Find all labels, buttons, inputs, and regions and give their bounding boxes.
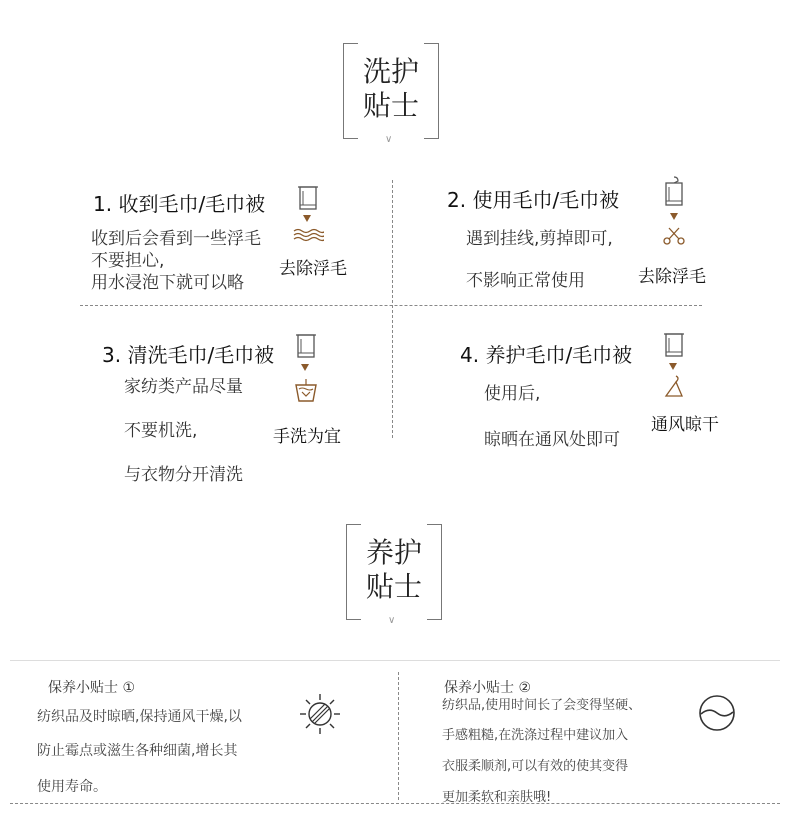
tip-2-line-4: 更加柔软和亲肤哦! xyxy=(442,790,552,805)
tips-divider xyxy=(398,672,399,800)
towel-icon xyxy=(662,330,686,360)
card-1-line-1: 收到后会看到一些浮毛 xyxy=(91,229,261,249)
card-1-result: 去除浮毛 xyxy=(279,259,347,279)
card-title-4: 4. 养护毛巾/毛巾被 xyxy=(460,343,633,367)
card-4-line-2: 晾晒在通风处即可 xyxy=(484,430,620,450)
divider-vertical xyxy=(392,180,393,438)
maint-title-line1: 养护 xyxy=(365,536,422,569)
care-title-line1: 洗护 xyxy=(362,55,419,88)
card-4-line-1: 使用后, xyxy=(484,384,541,404)
tip-1-line-3: 使用寿命。 xyxy=(37,779,107,795)
card-title-1: 1. 收到毛巾/毛巾被 xyxy=(93,192,266,216)
card-3-result: 手洗为宜 xyxy=(273,427,341,447)
care-tips-title xyxy=(343,43,439,145)
towel-icon xyxy=(294,331,318,361)
card-1-line-3: 用水浸泡下就可以略 xyxy=(91,273,244,293)
tip-1-line-1: 纺织品及时晾晒,保持通风干燥,以 xyxy=(37,709,242,725)
maint-title-line2: 贴士 xyxy=(365,570,422,603)
chevron-down-icon: ∨ xyxy=(385,134,393,145)
card-4-result: 通风晾干 xyxy=(651,415,719,435)
card-2-line-1: 遇到挂线,剪掉即可, xyxy=(466,229,613,249)
card-title-2: 2. 使用毛巾/毛巾被 xyxy=(447,188,620,212)
chevron-down-icon: ∨ xyxy=(388,615,396,626)
card-1-line-2: 不要担心, xyxy=(91,251,165,271)
card-3-line-3: 与衣物分开清洗 xyxy=(124,465,243,485)
arrow-down-icon xyxy=(667,362,679,372)
care-title-line2: 贴士 xyxy=(362,89,419,122)
tip-2-line-2: 手感粗糙,在洗涤过程中建议加入 xyxy=(442,728,629,743)
towel-icon xyxy=(296,183,320,213)
maintenance-tips-title xyxy=(346,524,442,626)
tips-top-line xyxy=(10,660,780,661)
card-2-result: 去除浮毛 xyxy=(638,267,706,287)
sun-icon xyxy=(298,692,342,736)
scissors-icon xyxy=(662,226,686,246)
arrow-down-icon xyxy=(299,363,311,373)
card-3-line-2: 不要机洗, xyxy=(124,421,198,441)
tips-bottom-line xyxy=(10,803,780,804)
divider-horizontal xyxy=(80,305,702,306)
tip-2-label: 保养小贴士 ② xyxy=(444,680,532,696)
hanger-icon xyxy=(662,374,686,402)
towel-icon xyxy=(662,175,686,209)
card-2-line-2: 不影响正常使用 xyxy=(466,271,585,291)
water-wave-icon xyxy=(292,227,324,243)
tip-2-line-1: 纺织品,使用时间长了会变得坚硬、 xyxy=(442,698,642,713)
card-3-line-1: 家纺类产品尽量 xyxy=(124,377,243,397)
card-title-3: 3. 清洗毛巾/毛巾被 xyxy=(102,343,275,367)
tip-2-line-3: 衣服柔顺剂,可以有效的使其变得 xyxy=(442,759,629,774)
arrow-down-icon xyxy=(668,212,680,222)
tip-1-line-2: 防止霉点或滋生各种细菌,增长其 xyxy=(37,743,238,759)
softener-icon xyxy=(697,693,737,733)
arrow-down-icon xyxy=(301,214,313,224)
tip-1-label: 保养小贴士 ① xyxy=(48,680,136,696)
basin-icon xyxy=(292,377,320,405)
